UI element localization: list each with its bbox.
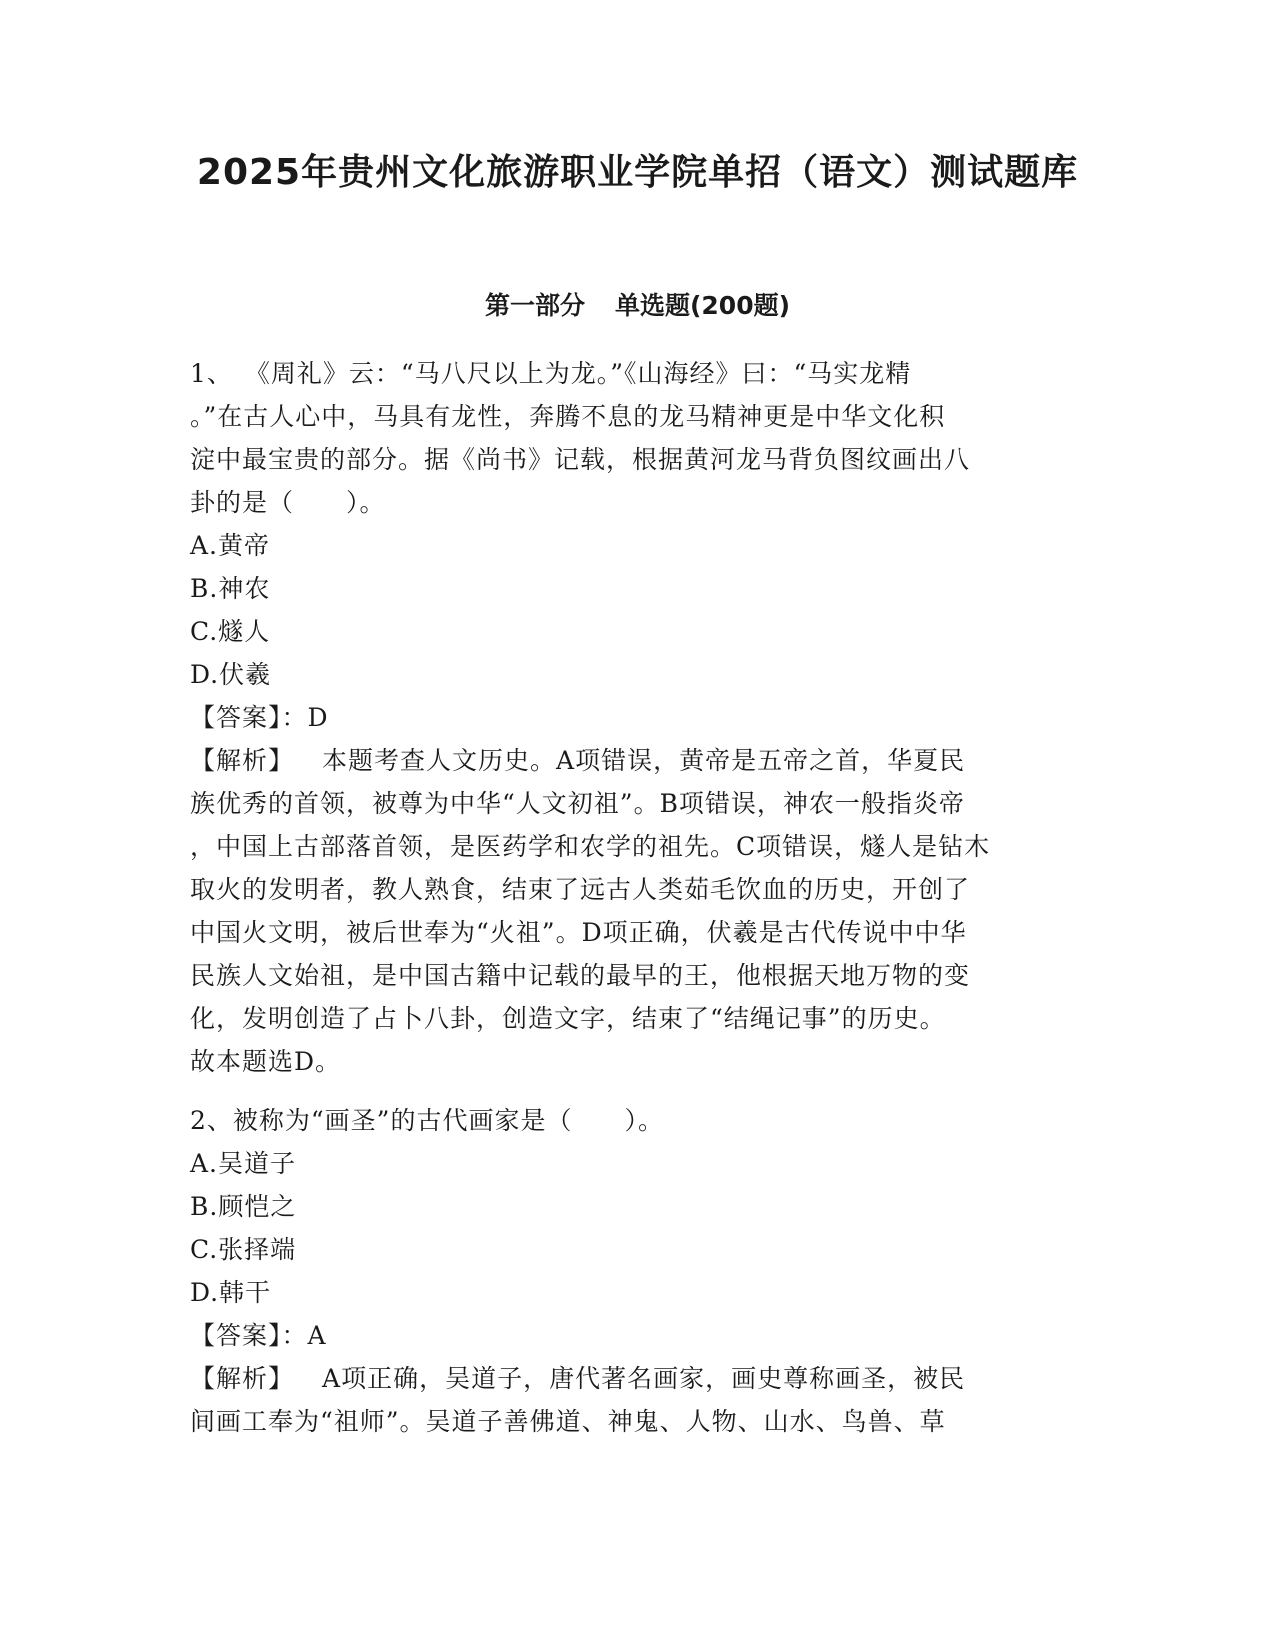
option-a: A.吴道子 <box>190 1149 297 1178</box>
answer-label: 【答案】： <box>190 1321 308 1350</box>
option-a: A.黄帝 <box>190 531 271 560</box>
document-title: 2025年贵州文化旅游职业学院单招（语文）测试题库 <box>196 152 1079 193</box>
section-label: 第一部分 <box>484 291 585 320</box>
question-stem-line: 淀中最宝贵的部分。据《尚书》记载，根据黄河龙马背负图纹画出八 <box>190 445 971 474</box>
question-stem-line <box>190 352 1070 395</box>
question-list <box>190 352 1070 1443</box>
analysis-line: 民族人文始祖，是中国古籍中记载的最早的王，他根据天地万物的变 <box>190 961 971 990</box>
stem-text: 《周礼》云：“马八尺以上为龙。”《山海经》曰：“马实龙精 <box>244 359 912 388</box>
option-c: C.张择端 <box>190 1235 297 1264</box>
option-d: D.伏羲 <box>190 660 272 689</box>
question-1 <box>190 352 1070 1083</box>
option-c: C.燧人 <box>190 617 271 646</box>
analysis-line <box>190 1357 1070 1400</box>
analysis-line: 取火的发明者，教人熟食，结束了远古人类茹毛饮血的历史，开创了 <box>190 875 971 904</box>
analysis-line: 族优秀的首领，被尊为中华“人文初祖”。B项错误，神农一般指炎帝 <box>190 789 965 818</box>
analysis-label: 【解析】 <box>190 746 295 775</box>
question-number: 1、 <box>190 359 233 388</box>
stem-text: 被称为“画圣”的古代画家是（ ）。 <box>232 1106 664 1135</box>
analysis-line: ，中国上古部落首领，是医药学和农学的祖先。C项错误，燧人是钻木 <box>190 832 991 861</box>
option-b: B.神农 <box>190 574 271 603</box>
analysis-line: 故本题选D。 <box>190 1047 342 1076</box>
section-name: 单选题(200题) <box>614 291 791 320</box>
analysis-line: 中国火文明，被后世奉为“火祖”。D项正确，伏羲是古代传说中中华 <box>190 918 967 947</box>
option-d: D.韩干 <box>190 1278 272 1307</box>
answer-label: 【答案】： <box>190 703 308 732</box>
answer-value: A <box>307 1321 327 1350</box>
question-2 <box>190 1099 1070 1443</box>
answer-line <box>190 1314 1070 1357</box>
answer-line <box>190 696 1070 739</box>
question-stem-line <box>190 1099 1070 1142</box>
section-heading <box>0 288 1275 324</box>
question-stem-line: 卦的是（ ）。 <box>190 488 386 517</box>
analysis-label: 【解析】 <box>190 1364 295 1393</box>
question-number: 2、 <box>190 1106 233 1135</box>
question-stem-line: 。”在古人心中，马具有龙性，奔腾不息的龙马精神更是中华文化积 <box>190 402 946 431</box>
analysis-text: 本题考查人文历史。A项错误，黄帝是五帝之首，华夏民 <box>322 746 966 775</box>
analysis-line: 间画工奉为“祖师”。吴道子善佛道、神鬼、人物、山水、鸟兽、草 <box>190 1407 946 1436</box>
option-b: B.顾恺之 <box>190 1192 297 1221</box>
analysis-line: 化，发明创造了占卜八卦，创造文字，结束了“结绳记事”的历史。 <box>190 1004 946 1033</box>
analysis-line <box>190 739 1070 782</box>
analysis-text: A项正确，吴道子，唐代著名画家，画史尊称画圣，被民 <box>322 1364 966 1393</box>
answer-value: D <box>307 703 329 732</box>
